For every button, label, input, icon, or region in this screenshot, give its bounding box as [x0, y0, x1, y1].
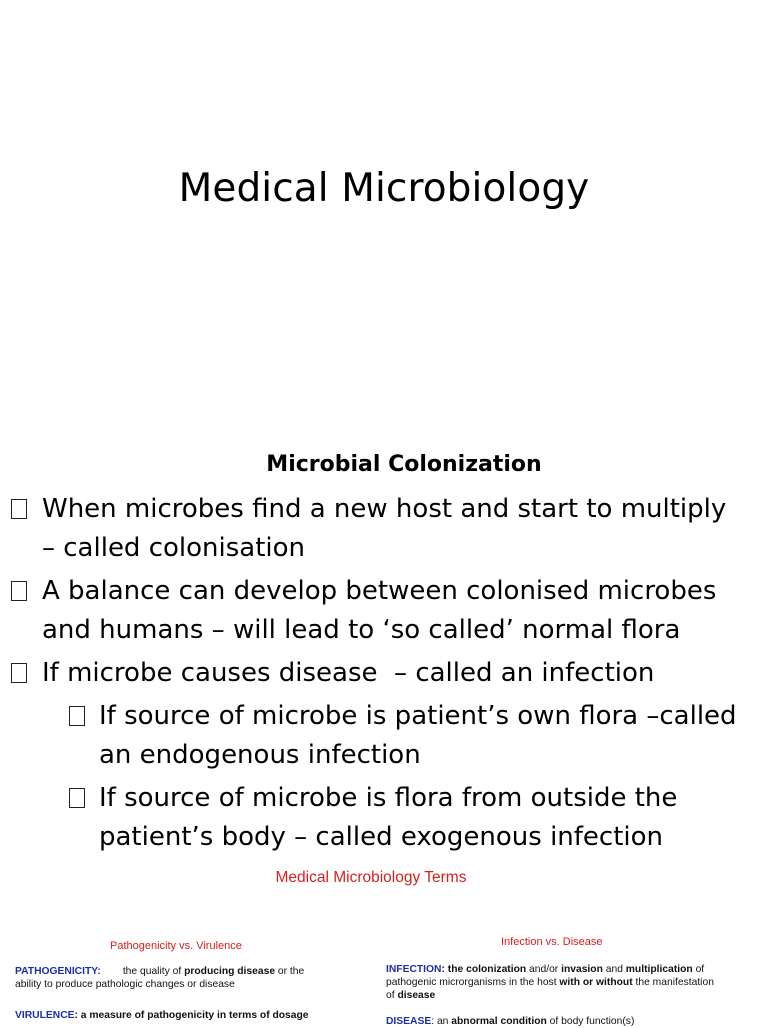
definition-text: or the: [275, 966, 305, 977]
bullet-text: and humans – will lead to ‘so called’ normal flora: [42, 614, 681, 645]
infection-definition: [386, 963, 756, 1002]
definition-text: and/or: [526, 964, 562, 975]
bullet-text: – called colonisation: [42, 532, 306, 563]
definition-text: producing disease: [184, 966, 276, 977]
definition-text: multiplication: [625, 964, 693, 975]
definition-text: of body function(s): [546, 1016, 635, 1027]
pathogenicity-virulence-heading: Pathogenicity vs. Virulence: [110, 940, 242, 952]
definition-text: of: [692, 964, 705, 975]
definition-text: abnormal condition: [451, 1016, 547, 1027]
definition-text: : an: [431, 1016, 452, 1027]
definition-text: pathogenic microrganisms in the host: [386, 977, 560, 988]
bullet-box-icon: [11, 581, 27, 601]
definition-text: measure of pathogenicity in terms of dosage: [89, 1010, 309, 1021]
bullet-box-icon: [69, 788, 85, 808]
definition-text: with or without: [559, 977, 633, 988]
bullet-text: an endogenous infection: [99, 739, 421, 770]
title-slide: [0, 0, 768, 440]
bullet-box-icon: [11, 499, 27, 519]
bullet-text: If source of microbe is flora from outside the: [99, 783, 678, 813]
definition-text: disease: [397, 990, 436, 1001]
infection-disease-heading: Infection vs. Disease: [501, 936, 603, 948]
bullet-box-icon: [69, 706, 85, 726]
bullet-box-icon: [11, 663, 27, 683]
disease-term: DISEASE: [386, 1016, 432, 1027]
definition-text: invasion: [561, 964, 603, 975]
definition-text: and: [602, 964, 626, 975]
bullet-text: When microbes find a new host and start to multiply: [42, 494, 727, 524]
definition-text: of: [386, 990, 398, 1001]
pathogenicity-definition: [15, 965, 360, 991]
pathogenicity-term: PATHOGENICITY:: [15, 966, 101, 977]
virulence-term: VIRULENCE: [15, 1010, 75, 1021]
infection-term: INFECTION: [386, 964, 442, 975]
definition-text: the quality of: [122, 966, 185, 977]
definition-text: : a: [74, 1010, 90, 1021]
disease-definition: [386, 1015, 756, 1028]
bullet-text: If microbe causes disease – called an infection: [42, 658, 655, 688]
virulence-definition: [15, 1009, 360, 1022]
bullet-text: If source of microbe is patient’s own flora –called: [99, 701, 737, 731]
definition-text: : the: [441, 964, 467, 975]
terms-title: Medical Microbiology Terms: [275, 869, 467, 886]
definition-text: ability to produce pathologic changes or disease: [15, 979, 235, 990]
slide-title: Medical Microbiology: [178, 166, 590, 211]
bullet-text: A balance can develop between colonised microbes: [42, 576, 717, 606]
definition-text: the manifestation: [632, 977, 714, 988]
definition-text: colonization: [466, 964, 527, 975]
bullet-text: patient’s body – called exogenous infection: [99, 821, 664, 852]
section-heading: Microbial Colonization: [266, 452, 542, 477]
